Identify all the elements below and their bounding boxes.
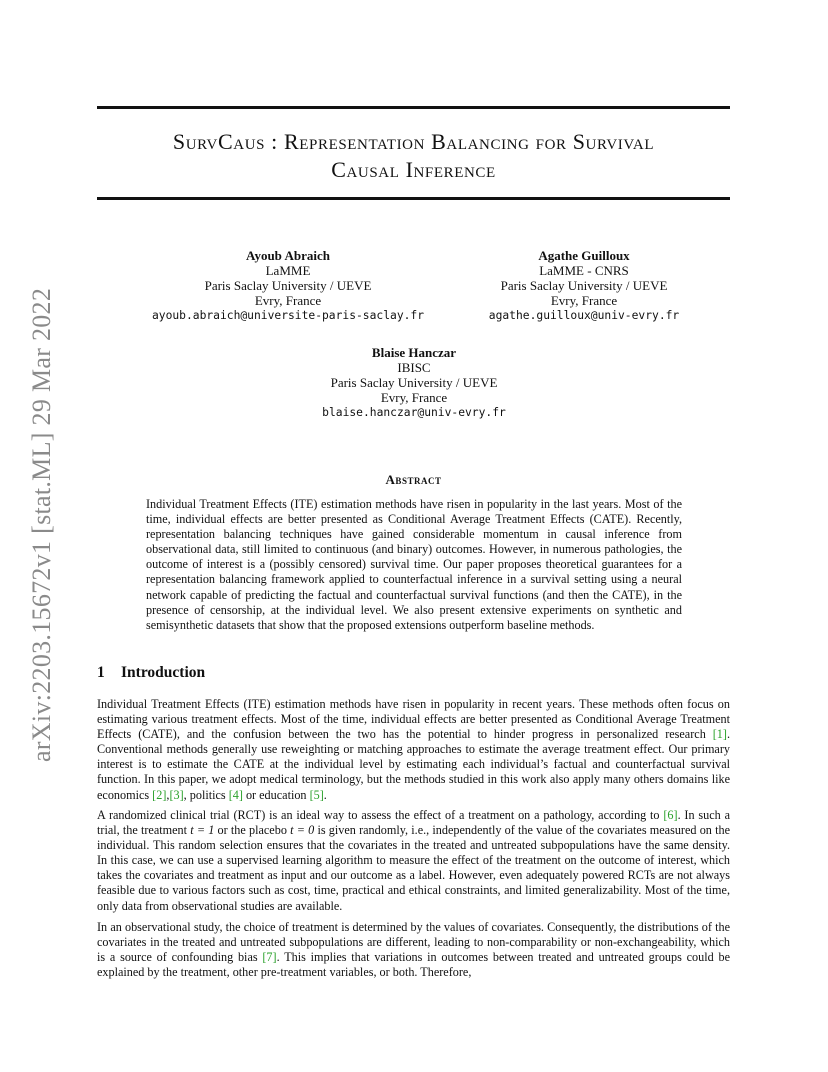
author-affiliation: LaMME - CNRS <box>539 263 629 278</box>
paragraph-text: , politics <box>183 787 229 802</box>
author-name: Ayoub Abraich <box>246 248 330 263</box>
citation-link[interactable]: [7] <box>262 950 277 965</box>
paragraph-text: Individual Treatment Effects (ITE) estimation methods have risen in popularity in recent years. These methods often focus on estimating various treatment effects. Most of the time, individual effects are better presented as Conditional Average Treatment Effects (CATE), and the confusion between the two has the potential to hinder progress in personalized research <box>97 697 730 742</box>
paragraph-text: is given randomly, i.e., independently of the value of the covariates measured on the individual. This random selection ensures that the covariates in the treated and untreated subpopulations have the same density. In this case, we can use a supervised learning algorithm to measure the effect of the treatment on the outcome of interest, which takes the covariates and treatment as input and our outcome as a label. However, even adequately powered RCTs are not always feasible due to various factors such as cost, time, practical and ethical constraints, and limited generalizability. Most of the time, only data from observational studies are available. <box>97 823 730 913</box>
paragraph-text: In an observational study, the choice of treatment is determined by the values of covariates. Consequently, the distributions of the covariates in the treated and untreated subpopulations are different, leading to non-comparability or non-exchangeability, which is a source of confounding bias <box>97 920 730 965</box>
title-rule-top <box>97 106 730 109</box>
author-email[interactable]: ayoub.abraich@universite-paris-saclay.fr <box>151 309 425 322</box>
citation-link[interactable]: [1] <box>712 727 727 742</box>
author-location: Evry, France <box>254 293 322 308</box>
author-block-3 <box>264 345 564 420</box>
paragraph-text: or the placebo <box>214 823 291 838</box>
author-name: Agathe Guilloux <box>538 248 630 263</box>
author-email[interactable]: agathe.guilloux@univ-evry.fr <box>488 309 680 322</box>
citation-link[interactable]: [2] <box>152 787 167 802</box>
author-university: Paris Saclay University / UEVE <box>330 375 498 390</box>
math-expression: t = 0 <box>290 823 315 838</box>
section-number: 1 <box>97 664 105 681</box>
paragraph-text: , <box>166 787 170 802</box>
author-affiliation: IBISC <box>397 360 431 375</box>
citation-link[interactable]: [5] <box>309 787 324 802</box>
abstract-heading: Abstract <box>385 472 442 487</box>
paragraph-text: . Conventional methods generally use reweighting or matching approaches to estimate the average treatment effect. Our primary interest is to estimate the CATE at the individual level by estimating each individual’s factual and counterfactual survival function. In this paper, we adopt medical terminology, but the methods studied in this work also apply many others domains like economics <box>97 727 730 802</box>
title-line-1: SurvCaus : Representation Balancing for Survival <box>172 129 655 154</box>
section-heading <box>97 664 205 682</box>
citation-link[interactable]: [6] <box>663 808 678 822</box>
section-title: Introduction <box>121 664 206 681</box>
paragraph-text: A randomized clinical trial (RCT) is an ideal way to assess the effect of a treatment on a pathology, according to <box>97 808 664 822</box>
paragraph-text: . <box>323 787 327 802</box>
abstract-body: Individual Treatment Effects (ITE) estimation methods have risen in popularity in the last years. Most of the time, individual effects are better presented as Conditional Average Treatment Effects (CATE). Recently, representation balancing techniques have gained considerable momentum in causal inference from observational data, still limited to continuous (and binary) outcomes. However, in numerous pathologies, the outcome of interest is a (possibly censored) survival time. Our paper proposes theoretical guarantees for a representation balancing framework applied to counterfactual inference in a survival setting using a neural network capable of predicting the factual and counterfactual survival functions (and then the CATE), in the presence of censorship, at the individual level. We also present extensive experiments on synthetic and semisynthetic datasets that show that the proposed extensions outperform baseline methods. <box>146 497 682 632</box>
citation-link[interactable]: [4] <box>228 787 243 802</box>
author-location: Evry, France <box>380 390 448 405</box>
paper-title <box>97 128 730 184</box>
intro-paragraph-1 <box>97 697 730 803</box>
citation-link[interactable]: [3] <box>169 787 184 802</box>
arxiv-identifier: arXiv:2203.15672v1 [stat.ML] 29 Mar 2022 <box>27 287 56 763</box>
author-name: Blaise Hanczar <box>371 345 457 360</box>
author-university: Paris Saclay University / UEVE <box>204 278 372 293</box>
title-line-2: Causal Inference <box>331 157 496 182</box>
author-location: Evry, France <box>550 293 618 308</box>
author-affiliation: LaMME <box>265 263 311 278</box>
author-university: Paris Saclay University / UEVE <box>500 278 668 293</box>
intro-paragraph-2 <box>97 808 730 914</box>
math-expression: t = 1 <box>190 823 215 838</box>
paragraph-text: . This implies that variations in outcomes between treated and untreated groups could be explained by the treatment, other pre-treatment variables, or both. Therefore, <box>97 950 730 980</box>
paragraph-text: . In such a trial, the treatment <box>97 808 730 838</box>
title-rule-bottom <box>97 197 730 200</box>
author-block-1 <box>138 248 438 323</box>
author-email[interactable]: blaise.hanczar@univ-evry.fr <box>322 406 506 419</box>
intro-paragraph-3 <box>97 920 730 980</box>
author-block-2 <box>470 248 698 323</box>
paragraph-text: or education <box>242 787 310 802</box>
